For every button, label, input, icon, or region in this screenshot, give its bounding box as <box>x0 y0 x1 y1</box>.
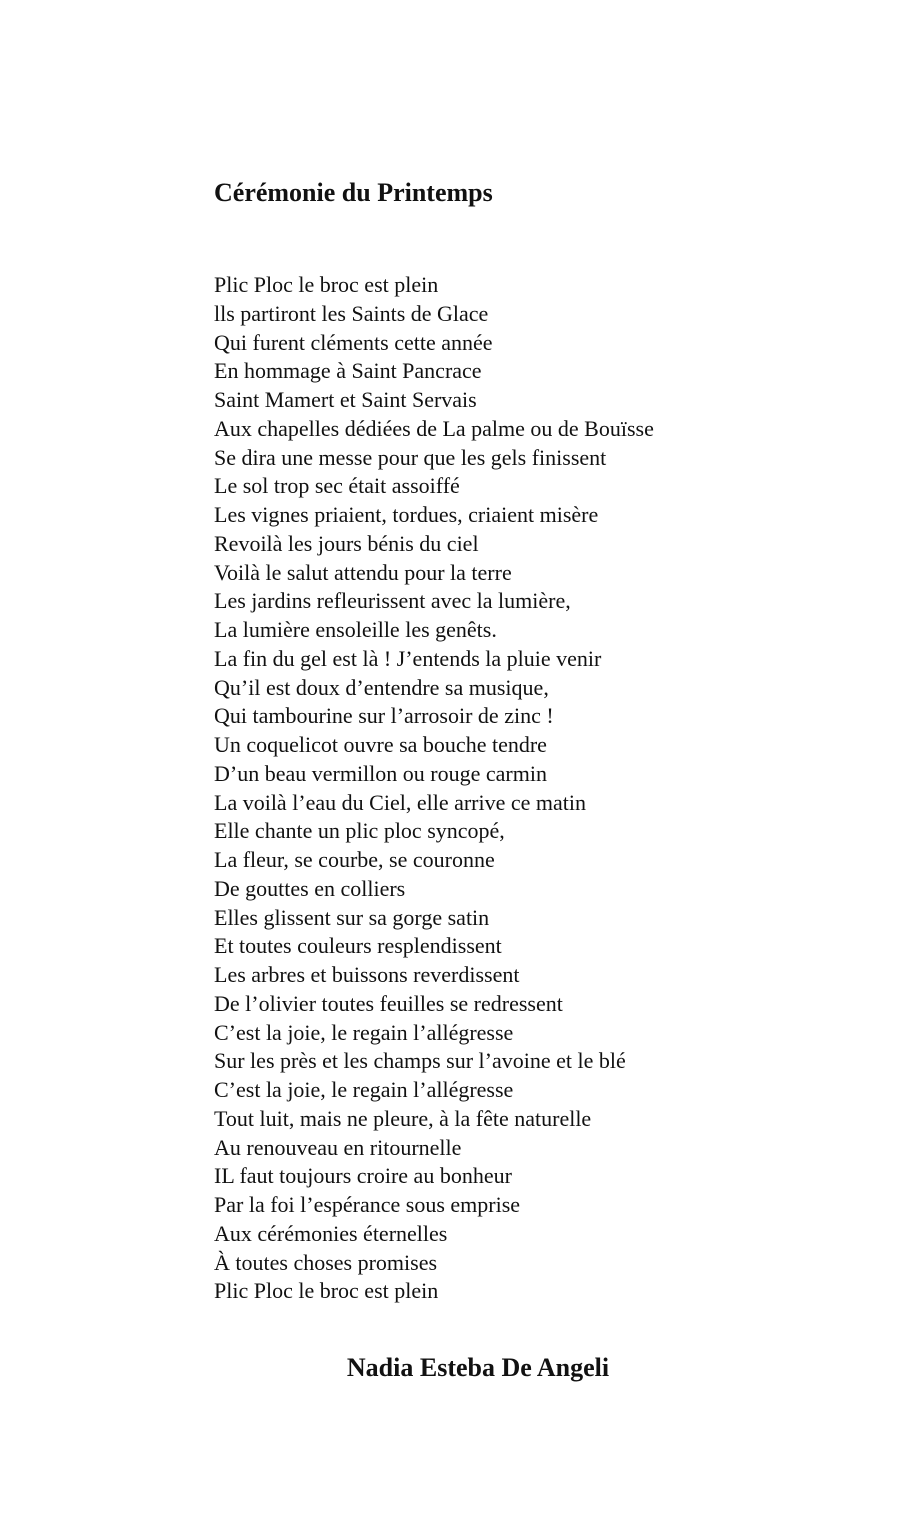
poem-line: Les jardins refleurissent avec la lumière, <box>214 588 571 614</box>
poem-line: Aux chapelles dédiées de La palme ou de Bouïsse <box>214 415 654 441</box>
poem-line: Revoilà les jours bénis du ciel <box>214 530 479 556</box>
poem-line: La lumière ensoleille les genêts. <box>214 617 497 642</box>
poem-body <box>214 271 654 1306</box>
poem-line: Un coquelicot ouvre sa bouche tendre <box>214 732 547 757</box>
poem-line: D’un beau vermillon ou rouge carmin <box>214 760 547 786</box>
poem-line: Les arbres et buissons reverdissent <box>214 962 520 987</box>
poem-line: La fleur, se courbe, se couronne <box>214 847 495 872</box>
poem-line: Saint Mamert et Saint Servais <box>214 387 477 412</box>
poem-line: Par la foi l’espérance sous emprise <box>214 1192 521 1217</box>
poem-line: Plic Ploc le broc est plein <box>214 272 439 297</box>
poem-line: C’est la joie, le regain l’allégresse <box>214 1019 514 1045</box>
poem-line: Plic Ploc le broc est plein <box>214 1278 439 1304</box>
poem-line: Le sol trop sec était assoiffé <box>214 473 460 499</box>
poem-line: La voilà l’eau du Ciel, elle arrive ce matin <box>214 789 587 815</box>
poem-line: IL faut toujours croire au bonheur <box>214 1163 512 1189</box>
poem-line: La fin du gel est là ! J’entends la pluie venir <box>214 645 602 671</box>
poem-line: Qui furent cléments cette année <box>214 329 493 355</box>
poem-line: Elles glissent sur sa gorge satin <box>214 904 490 930</box>
poem-line: Tout luit, mais ne pleure, à la fête naturelle <box>214 1105 592 1131</box>
poem-line: Voilà le salut attendu pour la terre <box>214 559 512 585</box>
poem-line: De gouttes en colliers <box>214 875 406 901</box>
poem-author: Nadia Esteba De Angeli <box>346 1353 610 1382</box>
poem-line: De l’olivier toutes feuilles se redressent <box>214 990 563 1016</box>
poem-line: Au renouveau en ritournelle <box>214 1134 462 1160</box>
poem-line: Qui tambourine sur l’arrosoir de zinc ! <box>214 703 554 729</box>
poem-title: Cérémonie du Printemps <box>214 178 493 207</box>
poem-line: C’est la joie, le regain l’allégresse <box>214 1077 514 1102</box>
poem-line: En hommage à Saint Pancrace <box>214 358 482 384</box>
poem-line: Qu’il est doux d’entendre sa musique, <box>214 674 549 700</box>
poem-line: À toutes choses promises <box>214 1249 438 1275</box>
poem-line: Elle chante un plic ploc syncopé, <box>214 818 505 844</box>
poem-line: Les vignes priaient, tordues, criaient misère <box>214 502 599 527</box>
poem-line: Et toutes couleurs resplendissent <box>214 933 502 959</box>
poem-line: Se dira une messe pour que les gels finissent <box>214 444 607 470</box>
poem-line: lls partiront les Saints de Glace <box>214 300 489 326</box>
poem-line: Aux cérémonies éternelles <box>214 1220 448 1246</box>
poem-line: Sur les près et les champs sur l’avoine et le blé <box>214 1048 626 1074</box>
